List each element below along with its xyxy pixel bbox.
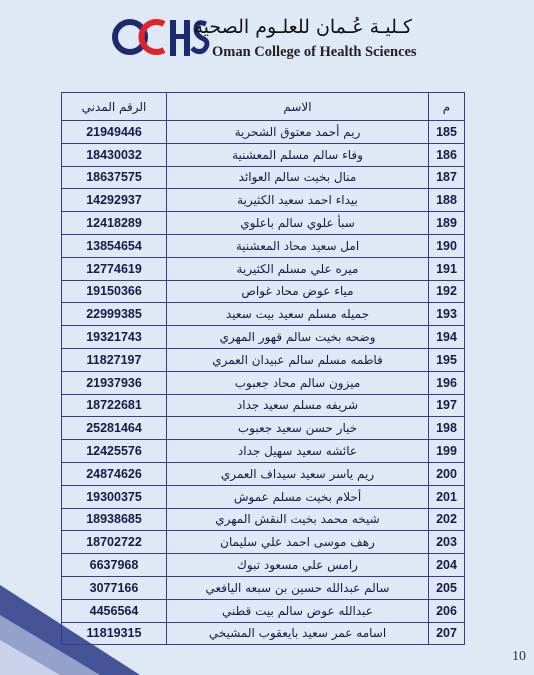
row-number: 204 [429, 554, 465, 577]
table-body [62, 121, 465, 645]
table-header-row [62, 93, 465, 121]
civil-id: 18430032 [62, 143, 167, 166]
row-number: 202 [429, 508, 465, 531]
student-name: بيداء احمد سعيد الكثيرية [167, 189, 429, 212]
row-number: 186 [429, 143, 465, 166]
civil-id: 18702722 [62, 531, 167, 554]
column-header-civil-id: الرقم المدني [62, 93, 167, 121]
civil-id: 12418289 [62, 212, 167, 235]
student-name: امل سعيد محاد المعشنية [167, 234, 429, 257]
student-name: شريفه مسلم سعيد جداد [167, 394, 429, 417]
student-name: أحلام بخيت مسلم عموش [167, 485, 429, 508]
table-row [62, 121, 465, 144]
civil-id: 18722681 [62, 394, 167, 417]
table-row [62, 234, 465, 257]
student-roster-table [61, 92, 465, 645]
student-name: وفاء سالم مسلم المعشنية [167, 143, 429, 166]
table-row [62, 280, 465, 303]
table-row [62, 622, 465, 645]
student-name: وضحه بخيت سالم قهور المهري [167, 326, 429, 349]
civil-id: 19150366 [62, 280, 167, 303]
row-number: 206 [429, 599, 465, 622]
student-name: سبأ علوي سالم باعلوي [167, 212, 429, 235]
civil-id: 12774619 [62, 257, 167, 280]
civil-id: 11827197 [62, 348, 167, 371]
civil-id: 22999385 [62, 303, 167, 326]
student-name: عبدالله عوض سالم بيت قطني [167, 599, 429, 622]
college-header [112, 12, 417, 70]
row-number: 196 [429, 371, 465, 394]
civil-id: 21937936 [62, 371, 167, 394]
row-number: 191 [429, 257, 465, 280]
table-row [62, 371, 465, 394]
row-number: 187 [429, 166, 465, 189]
student-name: اسامه عمر سعيد بايعقوب المشيخي [167, 622, 429, 645]
student-name: مياء عوض محاد غواص [167, 280, 429, 303]
student-name: رهف موسى احمد علي سليمان [167, 531, 429, 554]
row-number: 205 [429, 576, 465, 599]
table-row [62, 394, 465, 417]
table-row [62, 576, 465, 599]
student-name: ريم ياسر سعيد سيداف العمري [167, 462, 429, 485]
row-number: 207 [429, 622, 465, 645]
student-name: جميله مسلم سعيد بيت سعيد [167, 303, 429, 326]
table-row [62, 326, 465, 349]
civil-id: 19321743 [62, 326, 167, 349]
table-row [62, 166, 465, 189]
civil-id: 3077166 [62, 576, 167, 599]
civil-id: 4456564 [62, 599, 167, 622]
civil-id: 18938685 [62, 508, 167, 531]
row-number: 192 [429, 280, 465, 303]
row-number: 197 [429, 394, 465, 417]
row-number: 200 [429, 462, 465, 485]
table-row [62, 485, 465, 508]
civil-id: 6637968 [62, 554, 167, 577]
civil-id: 14292937 [62, 189, 167, 212]
table-row [62, 440, 465, 463]
student-name: ريم أحمد معتوق الشحرية [167, 121, 429, 144]
civil-id: 18637575 [62, 166, 167, 189]
row-number: 199 [429, 440, 465, 463]
row-number: 198 [429, 417, 465, 440]
table-row [62, 599, 465, 622]
student-name: ميزون سالم محاد جعبوب [167, 371, 429, 394]
row-number: 189 [429, 212, 465, 235]
table-row [62, 189, 465, 212]
table-row [62, 531, 465, 554]
table-row [62, 212, 465, 235]
row-number: 203 [429, 531, 465, 554]
row-number: 190 [429, 234, 465, 257]
student-name: منال بخيت سالم العوائد [167, 166, 429, 189]
table-row [62, 143, 465, 166]
table-row [62, 257, 465, 280]
row-number: 193 [429, 303, 465, 326]
college-name-arabic: كـليـة عُـمان للعلـوم الصحية [193, 16, 412, 38]
student-name: ميره علي مسلم الكثيرية [167, 257, 429, 280]
row-number: 195 [429, 348, 465, 371]
page-number: 10 [512, 649, 526, 664]
student-name: شيخه محمد بخيت النقش المهري [167, 508, 429, 531]
table-row [62, 303, 465, 326]
table-row [62, 462, 465, 485]
student-name: خيار حسن سعيد جعبوب [167, 417, 429, 440]
civil-id: 12425576 [62, 440, 167, 463]
column-header-number: م [429, 93, 465, 121]
student-name: فاطمه مسلم سالم عبيدان العمري [167, 348, 429, 371]
civil-id: 19300375 [62, 485, 167, 508]
row-number: 201 [429, 485, 465, 508]
civil-id: 13854654 [62, 234, 167, 257]
row-number: 188 [429, 189, 465, 212]
civil-id: 24874626 [62, 462, 167, 485]
student-name: سالم عبدالله حسين بن سبعه اليافعي [167, 576, 429, 599]
civil-id: 21949446 [62, 121, 167, 144]
college-name-english: Oman College of Health Sciences [212, 44, 417, 60]
column-header-name: الاسم [167, 93, 429, 121]
table-row [62, 348, 465, 371]
table-row [62, 554, 465, 577]
civil-id: 11819315 [62, 622, 167, 645]
row-number: 185 [429, 121, 465, 144]
table-row [62, 417, 465, 440]
row-number: 194 [429, 326, 465, 349]
student-name: رامس علي مسعود تبوك [167, 554, 429, 577]
student-name: عائشه سعيد سهيل جداد [167, 440, 429, 463]
table-row [62, 508, 465, 531]
civil-id: 25281464 [62, 417, 167, 440]
